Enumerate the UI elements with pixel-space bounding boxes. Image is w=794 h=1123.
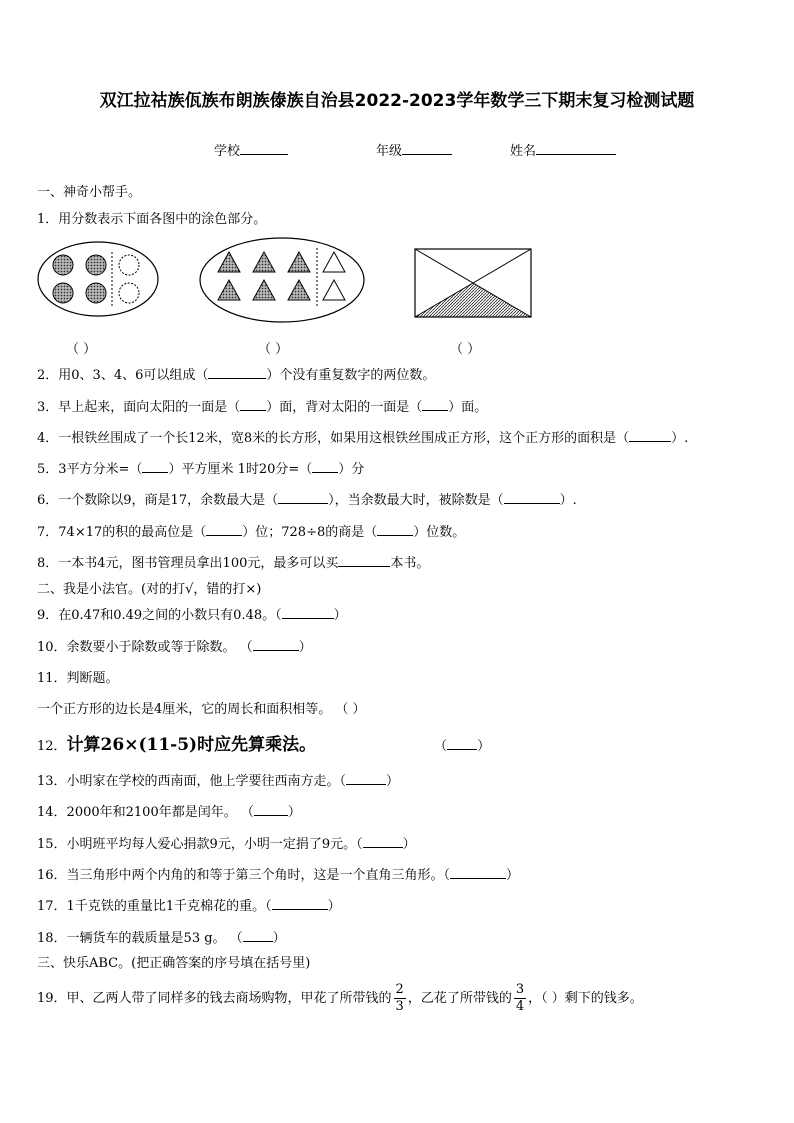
q6-blank-2[interactable]	[504, 491, 560, 504]
school-blank[interactable]	[240, 142, 288, 155]
question-10: 10．余数要小于除数或等于除数。 （ ）	[37, 640, 312, 655]
question-8: 8．一本书4元，图书管理员拿出100元，最多可以买 本书。	[37, 556, 430, 571]
q18-blank[interactable]	[243, 929, 273, 942]
q16-blank[interactable]	[450, 866, 506, 879]
question-16: 16．当三角形中两个内角的和等于第三个角时，这是一个直角三角形。（ ）	[37, 868, 520, 883]
question-14: 14．2000年和2100年都是闰年。 （ ）	[37, 805, 301, 820]
question-17: 17．1千克铁的重量比1千克棉花的重。（ ）	[37, 899, 341, 914]
question-18: 18．一辆货车的载质量是53 g。 （ ）	[37, 931, 286, 946]
section-1-heading: 一、神奇小帮手。	[37, 185, 142, 200]
figure-rectangle	[414, 248, 532, 322]
section-3-heading: 三、快乐ABC。(把正确答案的序号填在括号里)	[37, 956, 311, 971]
school-label: 学校	[214, 144, 241, 159]
q15-blank[interactable]	[363, 835, 403, 848]
section-2-heading: 二、我是小法官。(对的打√，错的打×)	[37, 582, 262, 597]
question-6: 6．一个数除以9，商是17，余数最大是（ ），当余数最大时，被除数是（ ）.	[37, 493, 577, 508]
question-11: 11．判断题。	[37, 671, 119, 686]
q17-blank[interactable]	[272, 897, 328, 910]
question-11-statement: 一个正方形的边长是4厘米，它的周长和面积相等。 （ ）	[37, 702, 366, 717]
school-field	[214, 140, 288, 159]
question-12: 12．计算26×(11-5)时应先算乘法。 （ ）	[37, 735, 491, 755]
q7-blank-1[interactable]	[206, 523, 242, 536]
q7-blank-2[interactable]	[377, 523, 413, 536]
q5-blank-2[interactable]	[312, 460, 338, 473]
q6-blank-1[interactable]	[278, 491, 328, 504]
q9-blank[interactable]	[282, 606, 334, 619]
grade-field	[376, 140, 452, 159]
q13-blank[interactable]	[346, 772, 386, 785]
name-field	[510, 140, 616, 159]
question-15: 15．小明班平均每人爱心捐款9元，小明一定捐了9元。（ ）	[37, 837, 416, 852]
figure-triangles	[198, 236, 366, 328]
q14-blank[interactable]	[254, 803, 288, 816]
figure-circles	[36, 240, 160, 322]
question-13: 13．小明家在学校的西南面，他上学要往西南方走。（ ）	[37, 774, 400, 789]
fraction-two-thirds: $\frac{2}{3}$	[395, 982, 404, 1014]
grade-blank[interactable]	[402, 142, 452, 155]
figure-1-answer[interactable]: （ ）	[66, 342, 97, 357]
q3-blank-2[interactable]	[422, 398, 448, 411]
question-2: 2．用0、3、4、6可以组成（ ）个没有重复数字的两位数。	[37, 368, 436, 383]
question-3: 3．早上起来，面向太阳的一面是（ ）面，背对太阳的一面是（ ）面。	[37, 400, 488, 415]
question-1: 1．用分数表示下面各图中的涂色部分。	[37, 212, 267, 227]
figure-3-answer[interactable]: （ ）	[450, 342, 481, 357]
question-5: 5．3平方分米=（ ）平方厘米 1时20分=（ ）分	[37, 462, 365, 477]
q8-blank[interactable]	[338, 554, 390, 567]
q5-blank-1[interactable]	[142, 460, 168, 473]
figure-2-answer[interactable]: （ ）	[258, 342, 289, 357]
grade-label: 年级	[376, 144, 403, 159]
name-blank[interactable]	[536, 142, 616, 155]
question-7: 7．74×17的积的最高位是（ ）位；728÷8的商是（ ）位数。	[37, 525, 466, 540]
name-label: 姓名	[510, 144, 537, 159]
q2-blank[interactable]	[208, 366, 266, 379]
question-9: 9．在0.47和0.49之间的小数只有0.48。（ ）	[37, 608, 347, 623]
q3-blank-1[interactable]	[240, 398, 266, 411]
q10-blank[interactable]	[253, 638, 299, 651]
q4-blank[interactable]	[629, 429, 671, 442]
page-title: 双江拉祜族佤族布朗族傣族自治县2022-2023学年数学三下期末复习检测试题	[99, 91, 695, 111]
question-4: 4．一根铁丝围成了一个长12米，宽8米的长方形，如果用这根铁丝围成正方形，这个正方形的面积是（ ）.	[37, 431, 689, 446]
question-19: 19．甲、乙两人带了同样多的钱去商场购物，甲花了所带钱的 $\frac{2}{3}$ ，乙花了所带钱的 $\frac{3}{4}$ ，（ ）剩下的钱多。	[37, 982, 643, 1014]
fraction-three-fourths: $\frac{3}{4}$	[515, 982, 525, 1014]
q12-blank[interactable]	[447, 737, 477, 750]
